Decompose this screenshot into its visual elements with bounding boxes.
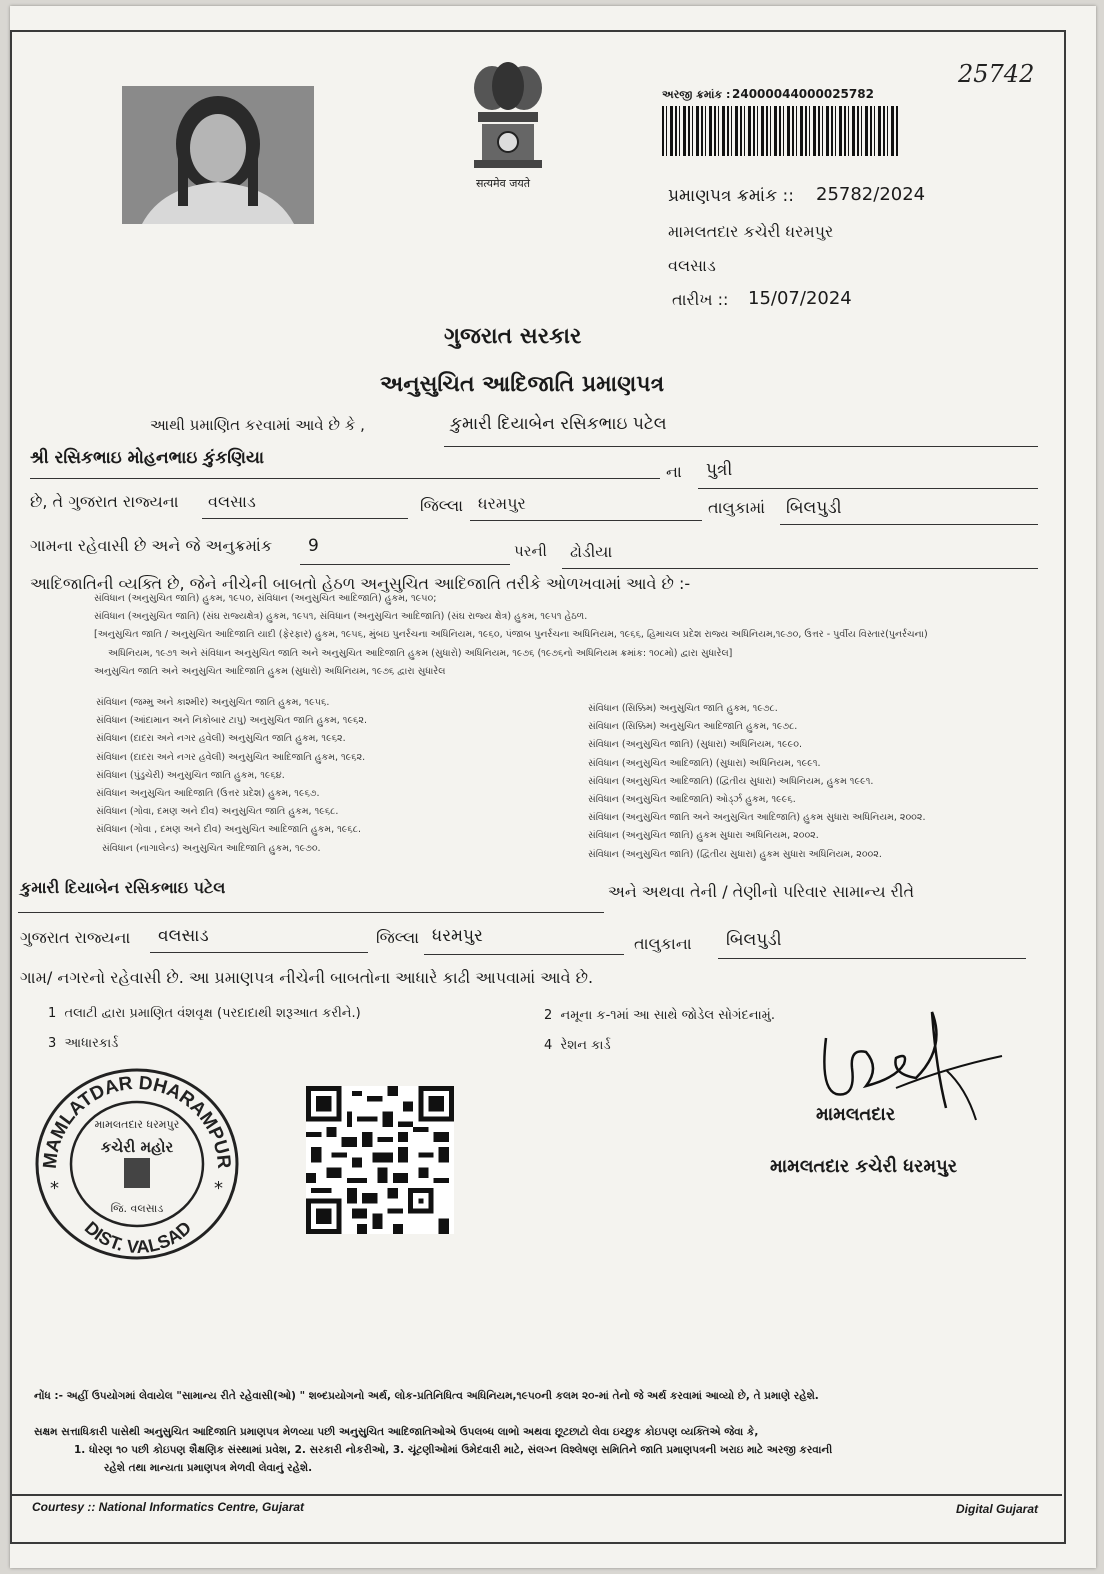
seal-inner-mid: કચેરી મહોર — [100, 1138, 174, 1156]
order-item: સંવિધાન (આંદામાન અને નિકોબાર ટાપુ) અનુસુચિત જાતિ હુકમ, ૧૯૬૨. — [96, 715, 367, 727]
date-label: તારીખ :: — [672, 290, 729, 309]
state-prefix: છે, તે ગુજરાત રાજ્યના — [30, 492, 179, 511]
order-item: સંવિધાન (ગોવા , દમણ અને દીવ) અનુસુચિત આદિજાતિ હુકમ, ૧૯૬૮. — [96, 824, 361, 836]
order-item: સંવિધાન (અનુસુચિત જાતિ) હુકમ, ૧૯૫૦, સંવિધાન (અનુસુચિત આદિજાતિ) હુકમ, ૧૯૫૦; — [94, 593, 437, 604]
order-item: સંવિધાન (અનુસુચિત આદિજાતિ) (દ્વિતીય સુધારા) અધિનિયમ, હુકમ ૧૯૯૧. — [588, 775, 874, 787]
candidate-name: કુમારી દિયાબેન રસિકભાઇ પટેલ — [450, 414, 667, 434]
note-3: 1. ધોરણ ૧૦ પછી કોઇપણ શૈક્ષણિક સંસ્થામાં પ્રવેશ, 2. સરકારી નોકરીઓ, 3. ચૂંટણીઓમાં ઉમેદવારી માટે, સંલગ્ન વિશ્લેષણ સમિતિને જાતિ પ્રમાણપત્રની ખરાઇ માટે અરજી કરવાની — [74, 1444, 833, 1456]
footer-courtesy: Courtesy :: National Informatics Centre, Gujarat — [32, 1500, 305, 1514]
order-item: સંવિધાન (દાદરા અને નગર હવેલી) અનુસુચિત જાતિ હુકમ, ૧૯૬૨. — [96, 733, 346, 745]
village-value: બિલપુડી — [786, 498, 842, 518]
family-text: અને અથવા તેની / તેણીનો પરિવાર સામાન્ય રીતે — [608, 882, 915, 901]
seal-outer-bottom: DIST. VALSAD — [80, 1217, 196, 1258]
document-num: 4 — [544, 1038, 553, 1053]
document-item-3 — [48, 1036, 118, 1051]
basis-text: ગામ/ નગરનો રહેવાસી છે. આ પ્રમાણપત્ર નીચેની બાબતોના આધારે કાઢી આપવામાં આવે છે. — [20, 968, 594, 987]
order-item: સંવિધાન (અનુસુચિત જાતિ) (દ્વિતીય સુધારા) હુકમ સુધારા અધિનિયમ, ૨૦૦૨. — [588, 848, 882, 860]
order-item: સંવિધાન (અનુસુચિત આદિજાતિ) (સુધારા) અધિનિયમ, ૧૯૯૧. — [588, 757, 821, 769]
application-no-label: અરજી ક્રમાંક : — [662, 88, 731, 101]
signatory-office: મામલતદાર કચેરી ધરમપુર — [770, 1156, 958, 1177]
barcode — [662, 106, 898, 156]
resident-text: ગામના રહેવાસી છે અને જે અનુક્રમાંક — [30, 536, 273, 555]
order-item: સંવિધાન (સિક્કિમ) અનુસુચિત આદિજાતિ હુકમ, ૧૯૭૮. — [588, 721, 798, 733]
document-num: 1 — [48, 1006, 57, 1021]
applicant-photo — [122, 86, 314, 224]
document-text: તલાટી દ્વારા પ્રમાણિત વંશવૃક્ષ (પરદાદાથી શરૂઆત કરીને.) — [64, 1006, 361, 1021]
order-item: સંવિધાન (અનુસુચિત જાતિ) (સંઘ રાજ્યક્ષેત્ર) હુકમ, ૧૯૫૧, સંવિધાન (અનુસુચિત આદિજાતિ) (સંઘ રાજ્ય ક્ષેત્ર) હુકમ, ૧૯૫૧ હેઠળ. — [94, 611, 588, 623]
certificate-page — [10, 6, 1096, 1568]
order-item: સંવિધાન (સિક્કિમ) અનુસુચિત જાતિ હુકમ, ૧૯૭૮. — [588, 703, 778, 714]
order-item: સંવિધાન (ગોવા, દમણ અને દીવ) અનુસુચિત જાતિ હુકમ, ૧૯૬૮. — [96, 806, 339, 818]
residence-village: બિલપુડી — [726, 930, 782, 950]
national-emblem-icon — [462, 56, 554, 196]
official-seal — [34, 1066, 240, 1262]
signatory-title: મામલતદાર — [816, 1104, 896, 1125]
emblem-motto: सत्यमेव जयते — [476, 177, 531, 190]
order-item: સંવિધાન (નાગાલેન્ડ) અનુસુચિત આદિજાતિ હુકમ, ૧૯૭૦. — [102, 842, 321, 854]
orders-right — [588, 700, 926, 864]
order-item: સંવિધાન (અનુસુચિત જાતિ) (સુધારા) અધિનિયમ, ૧૯૯૦. — [588, 739, 803, 751]
note-2: સક્ષમ સત્તાધિકારી પાસેથી અનુસુચિત આદિજાતિ પ્રમાણપત્ર મેળવ્યા પછી અનુસુચિત આદિજાતિઓએ ઉપલબ્ધ લાભો અથવા છૂટછાટો લેવા ઇચ્છુક કોઇપણ વ્યક્તિએ જેવા કે, — [34, 1426, 759, 1438]
application-no: 24000044000025782 — [732, 87, 874, 101]
note-1: નોંધ :- અહીં ઉપયોગમાં લેવાયેલ "સામાન્ય રીતે રહેવાસી(ઓ) " શબ્દપ્રયોગનો અર્થ, લોક-પ્રતિનિધિત્વ અધિનિયમ,૧૯૫૦ની કલમ ૨૦-માં તેનો જે અર્થ કરવામાં આવ્યો છે, તે પ્રમાણે રહેશે. — [34, 1390, 819, 1402]
document-text: રેશન કાર્ડ — [560, 1038, 611, 1053]
order-item: સંવિધાન (જમ્મુ અને કાશ્મીર) અનુસુચિત જાતિ હુકમ, ૧૯૫૬. — [96, 697, 330, 708]
residence-district: વલસાડ — [158, 926, 209, 946]
issuing-district: વલસાડ — [668, 256, 716, 275]
order-item: સંવિધાન (અનુસુચિત જાતિ) હુકમ સુધારા અધિનિયમ, ૨૦૦૨. — [588, 830, 819, 842]
certify-prefix: આથી પ્રમાણિત કરવામાં આવે છે કે , — [150, 416, 365, 434]
residence-state-prefix: ગુજરાત રાજ્યના — [20, 928, 131, 947]
residence-taluka: ધરમપુર — [432, 926, 483, 946]
note-4: રહેશે તથા માન્યતા પ્રમાણપત્ર મેળવી લેવાનું રહેશે. — [104, 1462, 313, 1474]
order-item: સંવિધાન અનુસુચિત આદિજાતિ (ઉત્તર પ્રદેશ) હુકમ, ૧૯૬૭. — [96, 788, 320, 800]
document-num: 3 — [48, 1036, 57, 1051]
seal-outer-top: MAMLATDAR DHARAMPUR — [39, 1072, 235, 1170]
seal-inner-bottom: જિ. વલસાડ — [110, 1202, 164, 1215]
father-name: શ્રી રસિકભાઇ મોહનભાઇ કુંકણિયા — [30, 448, 265, 468]
recognition-text: આદિજાતિની વ્યક્તિ છે, જેને નીચેની બાબતો હેઠળ અનુસુચિત આદિજાતિ તરીકે ઓળખવામાં આવે છે :- — [30, 574, 691, 593]
residence-candidate-name: કુમારી દિયાબેન રસિકભાઇ પટેલ — [20, 878, 226, 897]
footer-digital-gujarat: Digital Gujarat — [956, 1502, 1039, 1516]
document-item-2 — [544, 1008, 775, 1023]
issuing-office: મામલતદાર કચેરી ધરમપુર — [668, 222, 834, 241]
certificate-title: અનુસુચિત આદિજાતિ પ્રમાણપત્ર — [380, 372, 665, 397]
document-item-4 — [544, 1038, 611, 1053]
document-text: આધારકાર્ડ — [64, 1036, 119, 1051]
orders-top — [94, 590, 928, 681]
district-label: જિલ્લા — [420, 496, 464, 515]
taluka-label: તાલુકામાં — [708, 498, 766, 517]
certificate-no: 25782/2024 — [816, 184, 926, 205]
order-item: સંવિધાન (દાદરા અને નગર હવેલી) અનુસુચિત આદિજાતિ હુકમ, ૧૯૬૨. — [96, 751, 366, 763]
document-text: નમૂના ક-૧માં આ સાથે જોડેલ સોગંદનામું. — [560, 1008, 775, 1023]
relation: પુત્રી — [706, 460, 733, 480]
handwritten-number: 25742 — [958, 60, 1035, 88]
qr-code — [306, 1086, 454, 1234]
order-item: સંવિધાન (પુંડુચેરી) અનુસુચિત જાતિ હુકમ, ૧૯૬૪. — [96, 769, 285, 781]
order-item: સંવિધાન (અનુસુચિત આદિજાતિ) ઓર્ડ્ઝ હુકમ, ૧૯૯૬. — [588, 794, 796, 806]
order-item: સંવિધાન (અનુસુચિત જાતિ અને અનુસુચિત આદિજાતિ) હુકમ સુધારા અધિનિયમ, ૨૦૦૨. — [588, 812, 926, 824]
residence-district-label: જિલ્લા — [376, 928, 420, 947]
residence-taluka-label: તાલુકાના — [634, 934, 692, 953]
svg-text:*: * — [50, 1178, 59, 1199]
svg-text:*: * — [214, 1178, 223, 1199]
order-item: અધિનિયમ, ૧૯૭૧ અને સંવિધાન અનુસુચિત જાતિ અને અનુસુચિત આદિજાતિ હુકમ (સુધારો) અધિનિયમ, ૧૯૭૬ (૧૯૭૬નો અધિનિયમ ક્રમાંક: ૧૦૮મો) દ્વારા સુધારેલ] — [108, 647, 733, 659]
seal-inner-top: મામલતદાર ધરમપુર — [94, 1118, 180, 1131]
order-item: અનુસુચિત જાતિ અને અનુસુચિત આદિજાતિ હુકમ (સુધારો) અધિનિયમ, ૧૯૭૬ દ્વારા સુધારેલ — [94, 665, 446, 677]
caste-label: પરની — [514, 542, 547, 560]
caste-value: ઢોડીયા — [570, 542, 613, 561]
serial-no: 9 — [308, 536, 319, 556]
order-item: [અનુસુચિત જાતિ / અનુસુચિત આદિજાતિ યાદી (ફેરફાર) હુકમ, ૧૯૫૬, મુંબઇ પુનર્રચના અધિનિયમ, ૧૯૬૦, પંજાબ પુનર્રચના અધિનિયમ, ૧૯૬૬, હિમાચલ પ્રદેશ રાજ્ય અધિનિયમ,૧૯૭૦, ઉત્તર - પુર્વીય વિસ્તાર(પુનર્રચના) — [94, 629, 928, 641]
document-num: 2 — [544, 1008, 553, 1023]
district-value: વલસાડ — [208, 492, 256, 511]
certificate-no-label: પ્રમાણપત્ર ક્રમાંક :: — [668, 186, 794, 206]
issue-date: 15/07/2024 — [748, 288, 852, 309]
relation-label: ના — [666, 462, 682, 481]
taluka-value: ધરમપુર — [478, 494, 526, 513]
orders-left — [96, 694, 367, 858]
government-title: ગુજરાત સરકાર — [444, 324, 582, 349]
document-item-1 — [48, 1006, 361, 1021]
